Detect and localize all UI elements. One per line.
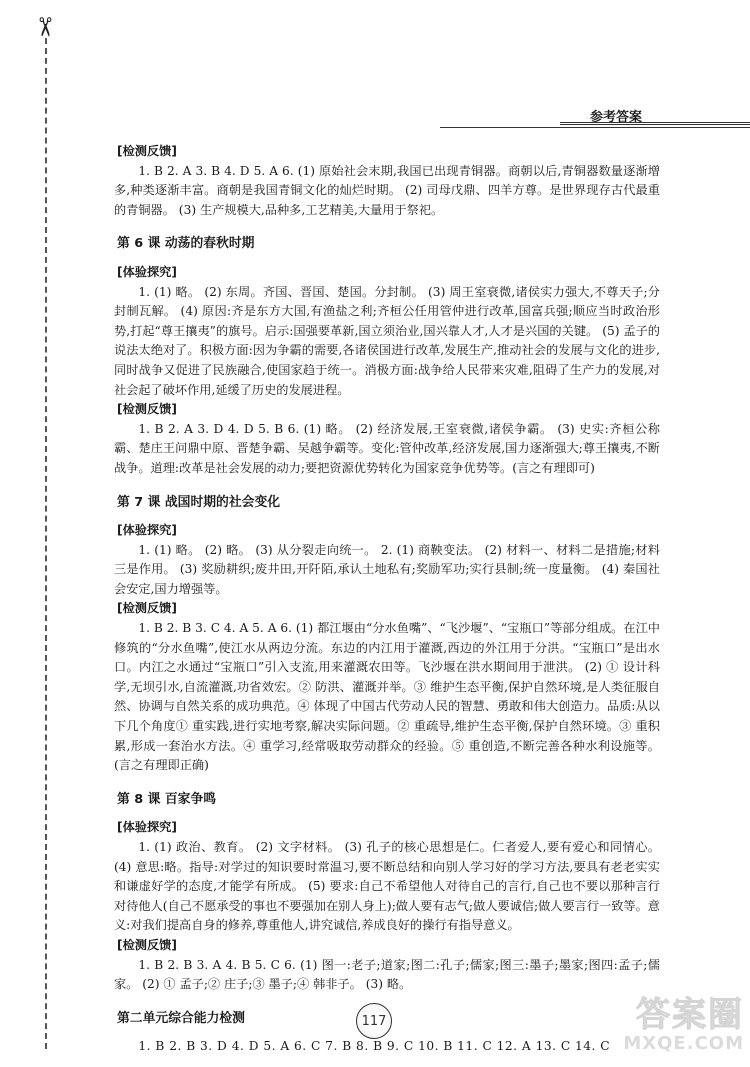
- section-lesson-8: [114, 790, 660, 995]
- page-header-title: 参考答案: [590, 110, 643, 125]
- block-text: 1. B 2. B 3. A 4. B 5. C 6. (1) 图一:老子;道家;图二:孔子;儒家;图三:墨子;墨家;图四:孟子;儒家。 (2) ① 孟子;② 庄子;③ 墨子;④ 韩非子。 (3) 略。: [114, 957, 660, 992]
- block-text: 1. B 2. A 3. B 4. D 5. A 6. (1) 原始社会末期,我国已出现青铜器。商朝以后,青铜器数量逐渐增多,种类逐渐丰富。商朝是我国青铜文化的灿烂时期。 (2) 司母戊鼎、四羊方尊。是世界现存古代最重的青铜器。 (3) 生产规模大,品种多,工艺精美,大量用于祭祀。: [114, 163, 660, 217]
- block-label: [体验探究]: [117, 820, 177, 835]
- header-rule-thin: [440, 127, 750, 128]
- block-label: [检测反馈]: [117, 144, 177, 158]
- section-intro: [114, 142, 660, 220]
- answer-content: [114, 142, 660, 1057]
- block-label: [体验探究]: [117, 264, 177, 279]
- section-title: 第 7 课 战国时期的社会变化: [117, 494, 281, 510]
- page-number: 117: [361, 1013, 387, 1029]
- header-rule: [560, 122, 750, 125]
- section-title: 第 8 课 百家争鸣: [117, 791, 217, 807]
- scissors-icon: ✂: [28, 16, 59, 38]
- block-text: 1. (1) 政治、教育。 (2) 文字材料。 (3) 孔子的核心思想是仁。仁者爱人,要有爱心和同情心。 (4) 意思:略。指导:对学过的知识要时常温习,要不断总结和向别人学习好的学习方法,要具有老老实实和谦虚好学的态度,才能学有所成。 (5) 要求:自己不希望他人对待自己的言行,自己也不要以那种言行对待他人(自己不愿承受的事也不要强加在别人身上);做人要有志气;做人要诚信;做人要言行一致等。意义:对我们提高自身的修养,尊重他人,讲究诚信,养成良好的操行有指导意义。: [114, 840, 660, 933]
- watermark-top: 答案圈: [636, 995, 744, 1035]
- block-text: 1. B 2. B 3. C 4. A 5. A 6. (1) 都江堰由“分水鱼嘴”、“飞沙堰”、“宝瓶口”等部分组成。在江中修筑的“分水鱼嘴”,使江水从两边分流。东边的内江用于灌溉,西边的外江用于分洪。“宝瓶口”是出水口。内江之水通过“宝瓶口”引入支流,用来灌溉农田等。飞沙堰在洪水期间用于泄洪。 (2) ① 设计科学,无坝引水,自流灌溉,功省效宏。② 防洪、灌溉并举。③ 维护生态平衡,保护自然环境,是人类征服自然、协调与自然关系的成功典范。④ 体现了中国古代劳动人民的智慧、勇敢和伟大创造力。品质:从以下几个角度① 重实践,进行实地考察,解决实际问题。② 重疏导,维护生态平衡,保护自然环境。③ 重积累,形成一套治水方法。④ 重学习,经常吸取劳动群众的经验。⑤ 重创造,不断完善各种水利设施等。(言之有理即正确): [114, 621, 660, 773]
- cut-line: [45, 38, 47, 1049]
- block-text: 1. B 2. A 3. D 4. D 5. B 6. (1) 略。 (2) 经济发展,王室衰微,诸侯争霸。 (3) 史实:齐桓公称霸、楚庄王问鼎中原、晋楚争霸、吴越争霸等。变化:管仲改革,经济发展,国力逐渐强大;尊王攘夷,不断战争。道理:改革是社会发展的动力;要把资源优势转化为国家竞争优势等。(言之有理即可): [114, 421, 660, 475]
- watermark-logo: [594, 997, 744, 1061]
- section-title: 第 6 课 动荡的春秋时期: [117, 236, 255, 252]
- section-title: 第二单元综合能力检测: [117, 1010, 245, 1026]
- block-text: 1. (1) 略。 (2) 东周。齐国、晋国、楚国。分封制。 (3) 周王室衰微,诸侯实力强大,不尊天子;分封制瓦解。 (4) 原因:齐是东方大国,有渔盐之利;齐桓公任用管仲进行改革,国富兵强;顺应当时政治形势,打起“尊王攘夷”的旗号。启示:国强要革新,国立须治业,国兴靠人才,人才是兴国的关键。 (5) 孟子的说法太绝对了。积极方面:因为争霸的需要,各诸侯国进行改革,发展生产,推动社会的发展与文化的进步,同时战争又促进了民族融合,使国家趋于统一。消极方面:战争给人民带来灾难,阻碍了生产力的发展,对社会起了破坏作用,延缓了历史的发展进程。: [114, 284, 660, 397]
- block-text: 1. B 2. B 3. D 4. D 5. A 6. C 7. B 8. B 9. C 10. B 11. C 12. A 13. C 14. C: [138, 1039, 611, 1054]
- page-number-badge: [356, 1003, 392, 1039]
- block-text: 1. (1) 略。 (2) 略。 (3) 从分裂走向统一。 2. (1) 商鞅变法。 (2) 材料一、材料二是措施;材料三是作用。 (3) 奖励耕织;废井田,开阡陌,承认土地私有;奖励军功;实行县制;统一度量衡。 (4) 秦国社会安定,国力增强等。: [114, 542, 660, 596]
- section-lesson-6: [114, 234, 660, 478]
- block-label: [检测反馈]: [117, 402, 177, 417]
- block-label: [体验探究]: [117, 523, 177, 538]
- section-lesson-7: [114, 493, 660, 776]
- block-label: [检测反馈]: [117, 937, 177, 952]
- watermark-bottom: MXQE.COM: [623, 1033, 744, 1054]
- block-label: [检测反馈]: [117, 601, 177, 616]
